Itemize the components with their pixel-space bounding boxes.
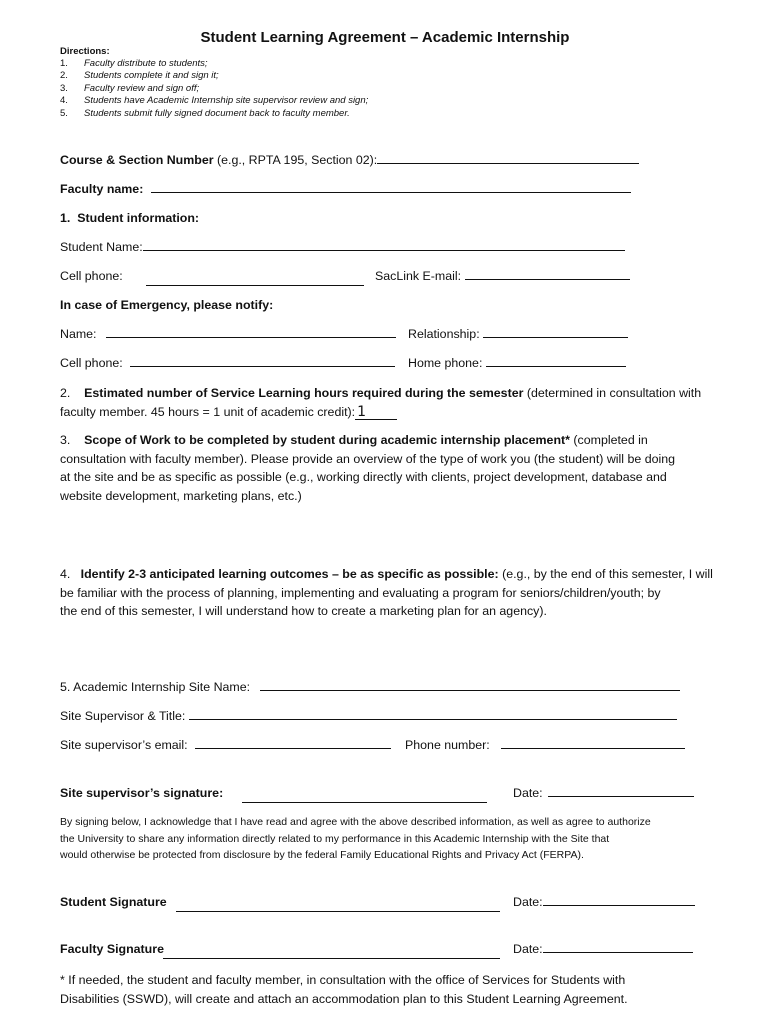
home-phone-field[interactable]	[486, 365, 626, 367]
q2-text-2: faculty member. 45 hours = 1 unit of academic credit):	[60, 404, 356, 419]
emergency-cell-field[interactable]	[130, 365, 395, 367]
site-supervisor-field[interactable]	[189, 718, 677, 720]
directions-item	[60, 83, 368, 95]
course-row	[60, 153, 639, 167]
q2-bold: Estimated number of Service Learning hours required during the semester	[84, 386, 524, 400]
home-phone-label: Home phone:	[408, 356, 483, 370]
footnote-line-1: * If needed, the student and faculty member, in consultation with the office of Services for Students with	[60, 973, 626, 987]
directions-item-text: Students submit fully signed document back to faculty member.	[84, 107, 350, 119]
directions-item-text: Students complete it and sign it;	[84, 70, 219, 82]
directions-item-text: Faculty review and sign off;	[84, 82, 200, 94]
credit-hours-field[interactable]	[355, 405, 397, 420]
student-signature-label: Student Signature	[60, 895, 167, 909]
q3-text-3: at the site and be as specific as possible (e.g., working directly with clients, project development, database and	[60, 470, 667, 484]
site-date-row	[513, 786, 694, 800]
q4-line-1	[60, 565, 730, 584]
q3-line-1	[60, 431, 720, 450]
directions-item-num: 1.	[60, 58, 68, 69]
emergency-name-field[interactable]	[106, 336, 396, 338]
directions-item-num: 2.	[60, 70, 68, 82]
emergency-cell-row	[60, 356, 395, 370]
saclink-label: SacLink E-mail:	[375, 269, 462, 283]
directions-item-text: Faculty distribute to students;	[84, 58, 208, 69]
directions-label	[60, 46, 110, 58]
q2-line-1	[60, 384, 720, 403]
emergency-name-label: Name:	[60, 327, 97, 341]
site-name-row	[60, 680, 680, 694]
student-name-row	[60, 240, 625, 254]
emergency-name-row	[60, 327, 396, 341]
student-info-heading	[60, 211, 199, 225]
credit-hours-value: 1	[357, 403, 367, 420]
document-title: Student Learning Agreement – Academic Internship	[200, 29, 570, 46]
ferpa-line-2: the University to share any information directly related to my performance in this Academic Internship with the Site that	[60, 832, 610, 845]
student-date-row	[513, 895, 695, 909]
saclink-row	[375, 269, 630, 283]
q2-line-2	[60, 403, 720, 422]
ferpa-statement	[60, 814, 730, 864]
faculty-name-row	[60, 182, 631, 196]
faculty-name-label: Faculty name:	[60, 182, 144, 196]
footnote-line-2: Disabilities (SSWD), will create and attach an accommodation plan to this Student Learning Agreement.	[60, 991, 628, 1006]
faculty-signature-label: Faculty Signature	[60, 942, 164, 956]
site-signature-label: Site supervisor’s signature:	[60, 786, 224, 800]
directions-item	[60, 70, 368, 82]
student-info-heading-text: Student information:	[77, 211, 200, 225]
q3-text-1: (completed in	[573, 433, 648, 447]
directions-list	[60, 58, 368, 120]
course-field[interactable]	[377, 162, 639, 164]
student-name-field[interactable]	[143, 249, 625, 251]
q4-text-2: be familiar with the process of planning, implementing and evaluating a program for seniors/children/youth; by	[60, 585, 661, 600]
site-phone-field[interactable]	[501, 747, 685, 749]
faculty-signature-field[interactable]	[163, 957, 500, 959]
directions-item	[60, 108, 368, 120]
q3-num: 3.	[60, 433, 71, 447]
faculty-date-field[interactable]	[543, 951, 693, 953]
site-signature-field[interactable]	[242, 801, 487, 803]
emergency-cell-label: Cell phone:	[60, 356, 123, 370]
ferpa-line-3: would otherwise be protected from disclosure by the federal Family Educational Rights and Privacy Act (FERPA).	[60, 849, 584, 861]
faculty-name-field[interactable]	[151, 191, 631, 193]
directions-item-num: 5.	[60, 107, 68, 119]
q2-num: 2.	[60, 386, 71, 400]
site-supervisor-row	[60, 709, 677, 723]
relationship-field[interactable]	[483, 336, 628, 338]
q4-text-3: the end of this semester, I will understand how to create a marketing plan for an agency).	[60, 604, 547, 618]
site-phone-row	[405, 738, 685, 752]
course-hint: (e.g., RPTA 195, Section 02):	[217, 153, 378, 167]
site-date-label: Date:	[513, 786, 543, 800]
site-email-row	[60, 738, 391, 752]
ferpa-line-1: By signing below, I acknowledge that I have read and agree with the above described information, as well as agree to authorize	[60, 816, 651, 828]
site-email-field[interactable]	[195, 747, 391, 749]
student-date-label: Date:	[513, 895, 543, 909]
q3-bold: Scope of Work to be completed by student during academic internship placement*	[84, 433, 570, 447]
q3-text-4: website development, marketing plans, etc.)	[60, 488, 302, 503]
student-signature-field[interactable]	[176, 910, 500, 912]
site-date-field[interactable]	[548, 795, 694, 797]
home-phone-row	[408, 356, 626, 370]
site-supervisor-label: Site Supervisor & Title:	[60, 709, 186, 723]
q4-num: 4.	[60, 567, 71, 581]
learning-outcomes-answer-area[interactable]	[60, 625, 710, 675]
course-label: Course & Section Number	[60, 153, 214, 167]
q2-block	[60, 384, 720, 421]
directions-item	[60, 58, 368, 70]
directions-item-num: 3.	[60, 82, 68, 94]
saclink-field[interactable]	[465, 278, 630, 280]
q2-text-1: (determined in consultation with	[526, 386, 702, 400]
directions-item-num: 4.	[60, 95, 68, 107]
directions-label-text: Directions:	[60, 46, 110, 57]
faculty-date-label: Date:	[513, 942, 543, 956]
q4-text-1: (e.g., by the end of this semester, I will	[502, 567, 713, 581]
student-cell-label: Cell phone:	[60, 269, 123, 283]
site-name-label: 5. Academic Internship Site Name:	[60, 680, 251, 694]
site-email-label: Site supervisor’s email:	[60, 738, 188, 752]
emergency-heading: In case of Emergency, please notify:	[60, 298, 274, 312]
relationship-row	[408, 327, 628, 341]
directions-item	[60, 95, 368, 107]
scope-of-work-answer-area[interactable]	[60, 508, 710, 560]
student-date-field[interactable]	[543, 904, 695, 906]
relationship-label: Relationship:	[408, 327, 480, 341]
q4-bold: Identify 2-3 anticipated learning outcomes – be as specific as possible:	[80, 567, 499, 581]
student-cell-field[interactable]	[146, 284, 364, 286]
directions-item-text: Students have Academic Internship site supervisor review and sign;	[84, 95, 369, 107]
site-name-field[interactable]	[260, 689, 680, 691]
faculty-date-row	[513, 942, 693, 956]
site-phone-label: Phone number:	[405, 738, 490, 752]
student-name-label: Student Name:	[60, 240, 143, 254]
accommodation-footnote	[60, 971, 720, 1008]
q3-text-2: consultation with faculty member). Please provide an overview of the type of work you (the student) will be doing	[60, 451, 676, 466]
q3-block	[60, 431, 720, 505]
student-info-num: 1.	[60, 211, 71, 225]
q4-block	[60, 565, 730, 621]
